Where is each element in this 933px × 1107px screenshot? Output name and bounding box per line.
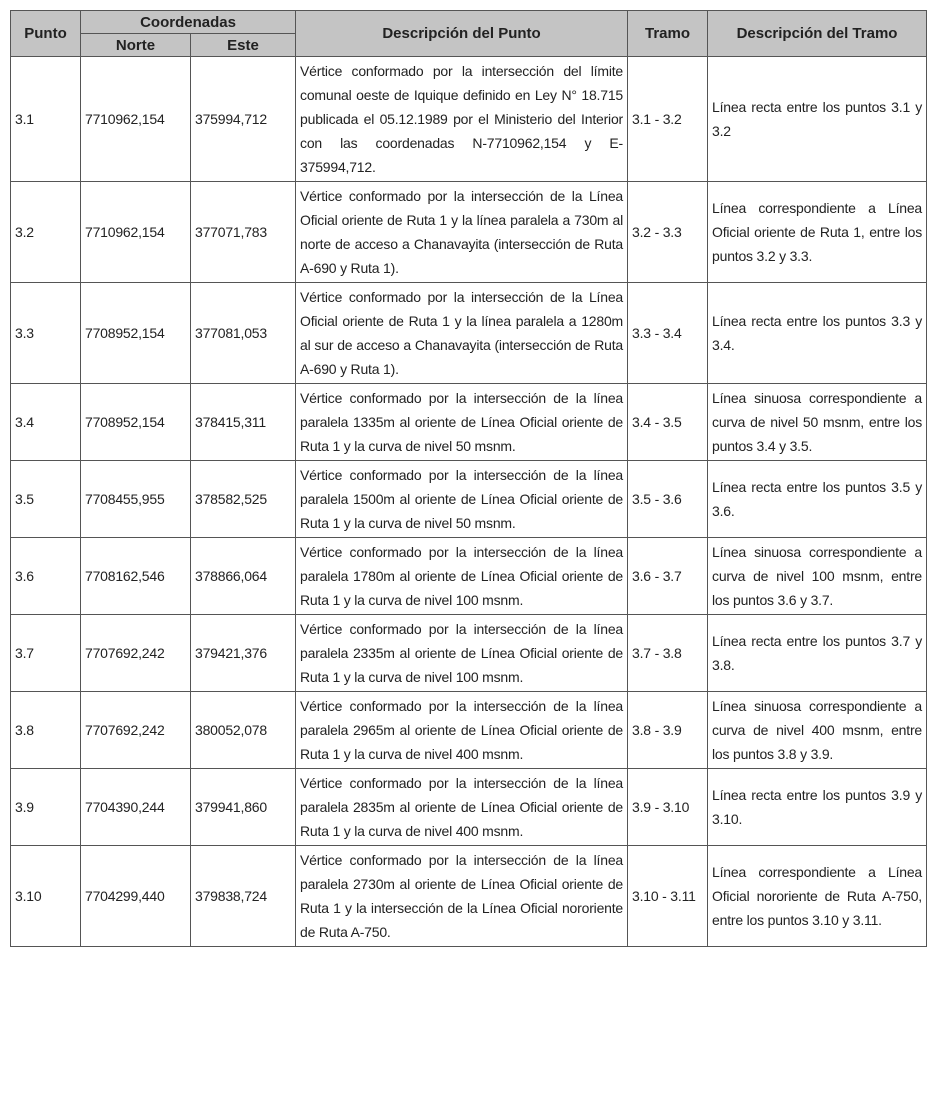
cell-punto: 3.2 <box>11 182 81 283</box>
cell-punto: 3.9 <box>11 769 81 846</box>
cell-tramo: 3.10 - 3.11 <box>628 846 708 947</box>
table-row <box>11 769 927 846</box>
cell-descripcion-tramo: Línea recta entre los puntos 3.5 y 3.6. <box>708 461 927 538</box>
cell-norte: 7707692,242 <box>81 615 191 692</box>
table-row <box>11 538 927 615</box>
cell-norte: 7710962,154 <box>81 182 191 283</box>
cell-norte: 7704299,440 <box>81 846 191 947</box>
cell-norte: 7708952,154 <box>81 283 191 384</box>
cell-punto: 3.10 <box>11 846 81 947</box>
cell-tramo: 3.9 - 3.10 <box>628 769 708 846</box>
cell-descripcion: Vértice conformado por la intersección de la línea paralela 2835m al oriente de Línea Oficial oriente de Ruta 1 y la curva de nivel 400 msnm. <box>296 769 628 846</box>
cell-descripcion-tramo: Línea recta entre los puntos 3.3 y 3.4. <box>708 283 927 384</box>
cell-descripcion: Vértice conformado por la intersección de la línea paralela 2335m al oriente de Línea Oficial oriente de Ruta 1 y la curva de nivel 100 msnm. <box>296 615 628 692</box>
header-punto: Punto <box>11 11 81 57</box>
cell-tramo: 3.5 - 3.6 <box>628 461 708 538</box>
cell-descripcion-tramo: Línea sinuosa correspondiente a curva de nivel 400 msnm, entre los puntos 3.8 y 3.9. <box>708 692 927 769</box>
header-norte: Norte <box>81 34 191 57</box>
cell-norte: 7708952,154 <box>81 384 191 461</box>
cell-descripcion: Vértice conformado por la intersección de la Línea Oficial oriente de Ruta 1 y la línea paralela a 730m al norte de acceso a Chanavayita (intersección de Ruta A-690 y Ruta 1). <box>296 182 628 283</box>
header-este: Este <box>191 34 296 57</box>
cell-punto: 3.8 <box>11 692 81 769</box>
cell-descripcion: Vértice conformado por la intersección de la línea paralela 2730m al oriente de Línea Oficial oriente de Ruta 1 y la intersección de la Línea Oficial nororiente de Ruta A-750. <box>296 846 628 947</box>
cell-este: 375994,712 <box>191 57 296 182</box>
table-row <box>11 615 927 692</box>
cell-descripcion-tramo: Línea sinuosa correspondiente a curva de nivel 50 msnm, entre los puntos 3.4 y 3.5. <box>708 384 927 461</box>
cell-tramo: 3.1 - 3.2 <box>628 57 708 182</box>
cell-este: 377081,053 <box>191 283 296 384</box>
cell-norte: 7708455,955 <box>81 461 191 538</box>
cell-tramo: 3.3 - 3.4 <box>628 283 708 384</box>
table-row <box>11 182 927 283</box>
boundary-points-table <box>10 10 927 947</box>
cell-tramo: 3.8 - 3.9 <box>628 692 708 769</box>
table-row <box>11 283 927 384</box>
cell-tramo: 3.2 - 3.3 <box>628 182 708 283</box>
table-row <box>11 461 927 538</box>
cell-descripcion-tramo: Línea correspondiente a Línea Oficial oriente de Ruta 1, entre los puntos 3.2 y 3.3. <box>708 182 927 283</box>
cell-norte: 7707692,242 <box>81 692 191 769</box>
cell-norte: 7708162,546 <box>81 538 191 615</box>
cell-punto: 3.3 <box>11 283 81 384</box>
cell-descripcion-tramo: Línea correspondiente a Línea Oficial nororiente de Ruta A-750, entre los puntos 3.10 y 3.11. <box>708 846 927 947</box>
cell-norte: 7704390,244 <box>81 769 191 846</box>
cell-este: 378415,311 <box>191 384 296 461</box>
cell-descripcion: Vértice conformado por la intersección de la línea paralela 1335m al oriente de Línea Oficial oriente de Ruta 1 y la curva de nivel 50 msnm. <box>296 384 628 461</box>
cell-tramo: 3.6 - 3.7 <box>628 538 708 615</box>
header-coordenadas: Coordenadas <box>81 11 296 34</box>
table-body <box>11 57 927 947</box>
cell-este: 378866,064 <box>191 538 296 615</box>
cell-descripcion-tramo: Línea recta entre los puntos 3.7 y 3.8. <box>708 615 927 692</box>
cell-descripcion: Vértice conformado por la intersección de la línea paralela 1500m al oriente de Línea Oficial oriente de Ruta 1 y la curva de nivel 50 msnm. <box>296 461 628 538</box>
cell-norte: 7710962,154 <box>81 57 191 182</box>
cell-descripcion: Vértice conformado por la intersección del límite comunal oeste de Iquique definido en Ley N° 18.715 publicada el 05.12.1989 por el Ministerio del Interior con las coordenadas N-7710962,154 y E-375994,712. <box>296 57 628 182</box>
table-row <box>11 57 927 182</box>
cell-punto: 3.4 <box>11 384 81 461</box>
cell-descripcion: Vértice conformado por la intersección de la línea paralela 2965m al oriente de Línea Oficial oriente de Ruta 1 y la curva de nivel 400 msnm. <box>296 692 628 769</box>
header-descripcion-tramo: Descripción del Tramo <box>708 11 927 57</box>
cell-este: 379838,724 <box>191 846 296 947</box>
cell-descripcion-tramo: Línea recta entre los puntos 3.1 y 3.2 <box>708 57 927 182</box>
header-tramo: Tramo <box>628 11 708 57</box>
cell-descripcion-tramo: Línea recta entre los puntos 3.9 y 3.10. <box>708 769 927 846</box>
table-row <box>11 692 927 769</box>
cell-punto: 3.5 <box>11 461 81 538</box>
cell-descripcion: Vértice conformado por la intersección de la línea paralela 1780m al oriente de Línea Oficial oriente de Ruta 1 y la curva de nivel 100 msnm. <box>296 538 628 615</box>
cell-descripcion-tramo: Línea sinuosa correspondiente a curva de nivel 100 msnm, entre los puntos 3.6 y 3.7. <box>708 538 927 615</box>
cell-punto: 3.7 <box>11 615 81 692</box>
table-row <box>11 846 927 947</box>
table-row <box>11 384 927 461</box>
cell-este: 377071,783 <box>191 182 296 283</box>
cell-tramo: 3.7 - 3.8 <box>628 615 708 692</box>
cell-descripcion: Vértice conformado por la intersección de la Línea Oficial oriente de Ruta 1 y la línea paralela a 1280m al sur de acceso a Chanavayita (intersección de Ruta A-690 y Ruta 1). <box>296 283 628 384</box>
cell-este: 378582,525 <box>191 461 296 538</box>
cell-punto: 3.1 <box>11 57 81 182</box>
cell-este: 380052,078 <box>191 692 296 769</box>
cell-punto: 3.6 <box>11 538 81 615</box>
header-descripcion-punto: Descripción del Punto <box>296 11 628 57</box>
cell-este: 379421,376 <box>191 615 296 692</box>
cell-tramo: 3.4 - 3.5 <box>628 384 708 461</box>
cell-este: 379941,860 <box>191 769 296 846</box>
